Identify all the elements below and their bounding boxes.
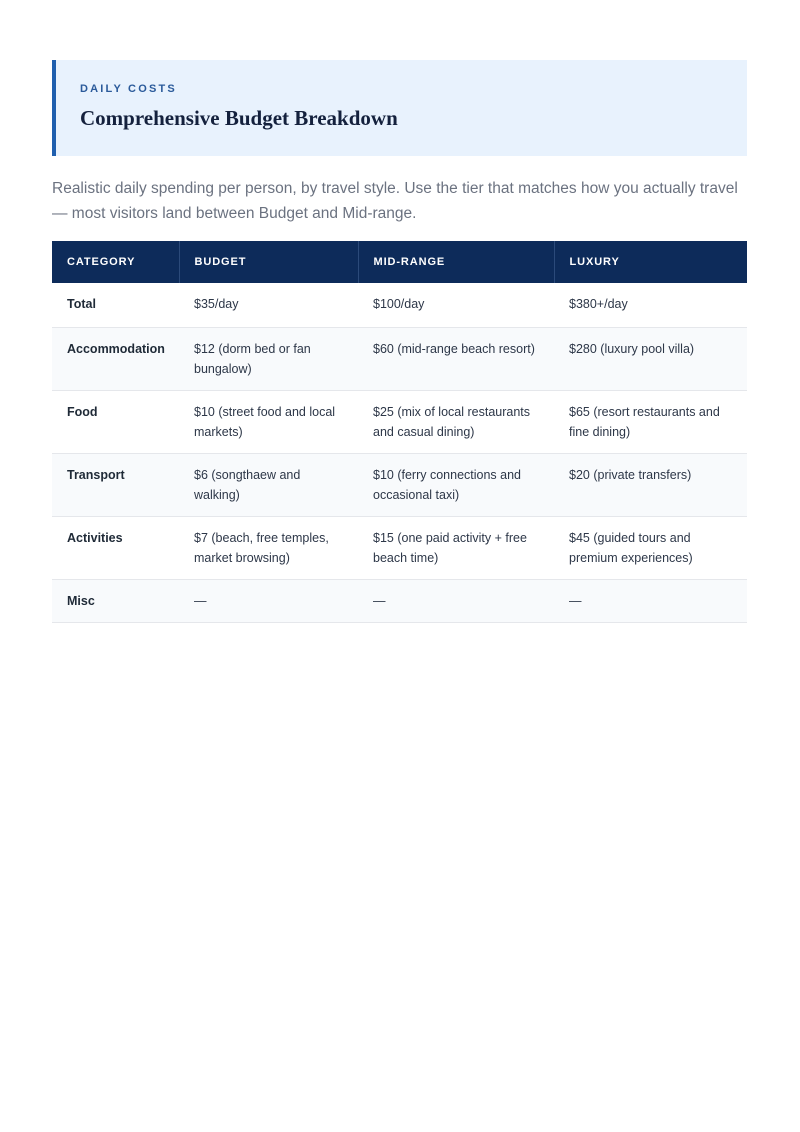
row-category: Transport [52, 454, 179, 517]
table-header [52, 241, 747, 283]
row-category: Misc [52, 580, 179, 623]
cell-luxury: — [554, 580, 747, 623]
intro-paragraph: Realistic daily spending per person, by travel style. Use the tier that matches how you actually travel — most visitors land between Budget and Mid-range. [52, 180, 738, 222]
row-category: Food [52, 391, 179, 454]
budget-table-wrapper [52, 241, 747, 623]
cell-midrange: $15 (one paid activity + free beach time) [358, 517, 554, 580]
table-header-row [52, 241, 747, 283]
header-luxury: LUXURY [554, 241, 747, 283]
table-row [52, 580, 747, 623]
row-category: Accommodation [52, 328, 179, 391]
section-title: Comprehensive Budget Breakdown [80, 106, 398, 130]
cell-luxury: $65 (resort restaurants and fine dining) [554, 391, 747, 454]
cell-luxury: $380+/day [554, 283, 747, 328]
cell-luxury: $45 (guided tours and premium experiences) [554, 517, 747, 580]
cell-budget: $12 (dorm bed or fan bungalow) [179, 328, 358, 391]
header-budget: BUDGET [179, 241, 358, 283]
row-category: Activities [52, 517, 179, 580]
table-body [52, 283, 747, 623]
cell-budget: $10 (street food and local markets) [179, 391, 358, 454]
cell-luxury: $280 (luxury pool villa) [554, 328, 747, 391]
header-category: CATEGORY [52, 241, 179, 283]
cell-budget: $35/day [179, 283, 358, 328]
cell-luxury: $20 (private transfers) [554, 454, 747, 517]
table-row [52, 328, 747, 391]
section-eyebrow: DAILY COSTS [80, 83, 177, 95]
table-row [52, 283, 747, 328]
table-row [52, 454, 747, 517]
cell-budget: $6 (songthaew and walking) [179, 454, 358, 517]
header-midrange: MID-RANGE [358, 241, 554, 283]
cell-budget: — [179, 580, 358, 623]
cell-midrange: — [358, 580, 554, 623]
cell-midrange: $25 (mix of local restaurants and casual dining) [358, 391, 554, 454]
cell-budget: $7 (beach, free temples, market browsing) [179, 517, 358, 580]
cell-midrange: $10 (ferry connections and occasional taxi) [358, 454, 554, 517]
table-row [52, 391, 747, 454]
section-header [52, 60, 747, 156]
budget-table [52, 241, 747, 623]
row-category: Total [52, 283, 179, 328]
cell-midrange: $100/day [358, 283, 554, 328]
cell-midrange: $60 (mid-range beach resort) [358, 328, 554, 391]
table-row [52, 517, 747, 580]
